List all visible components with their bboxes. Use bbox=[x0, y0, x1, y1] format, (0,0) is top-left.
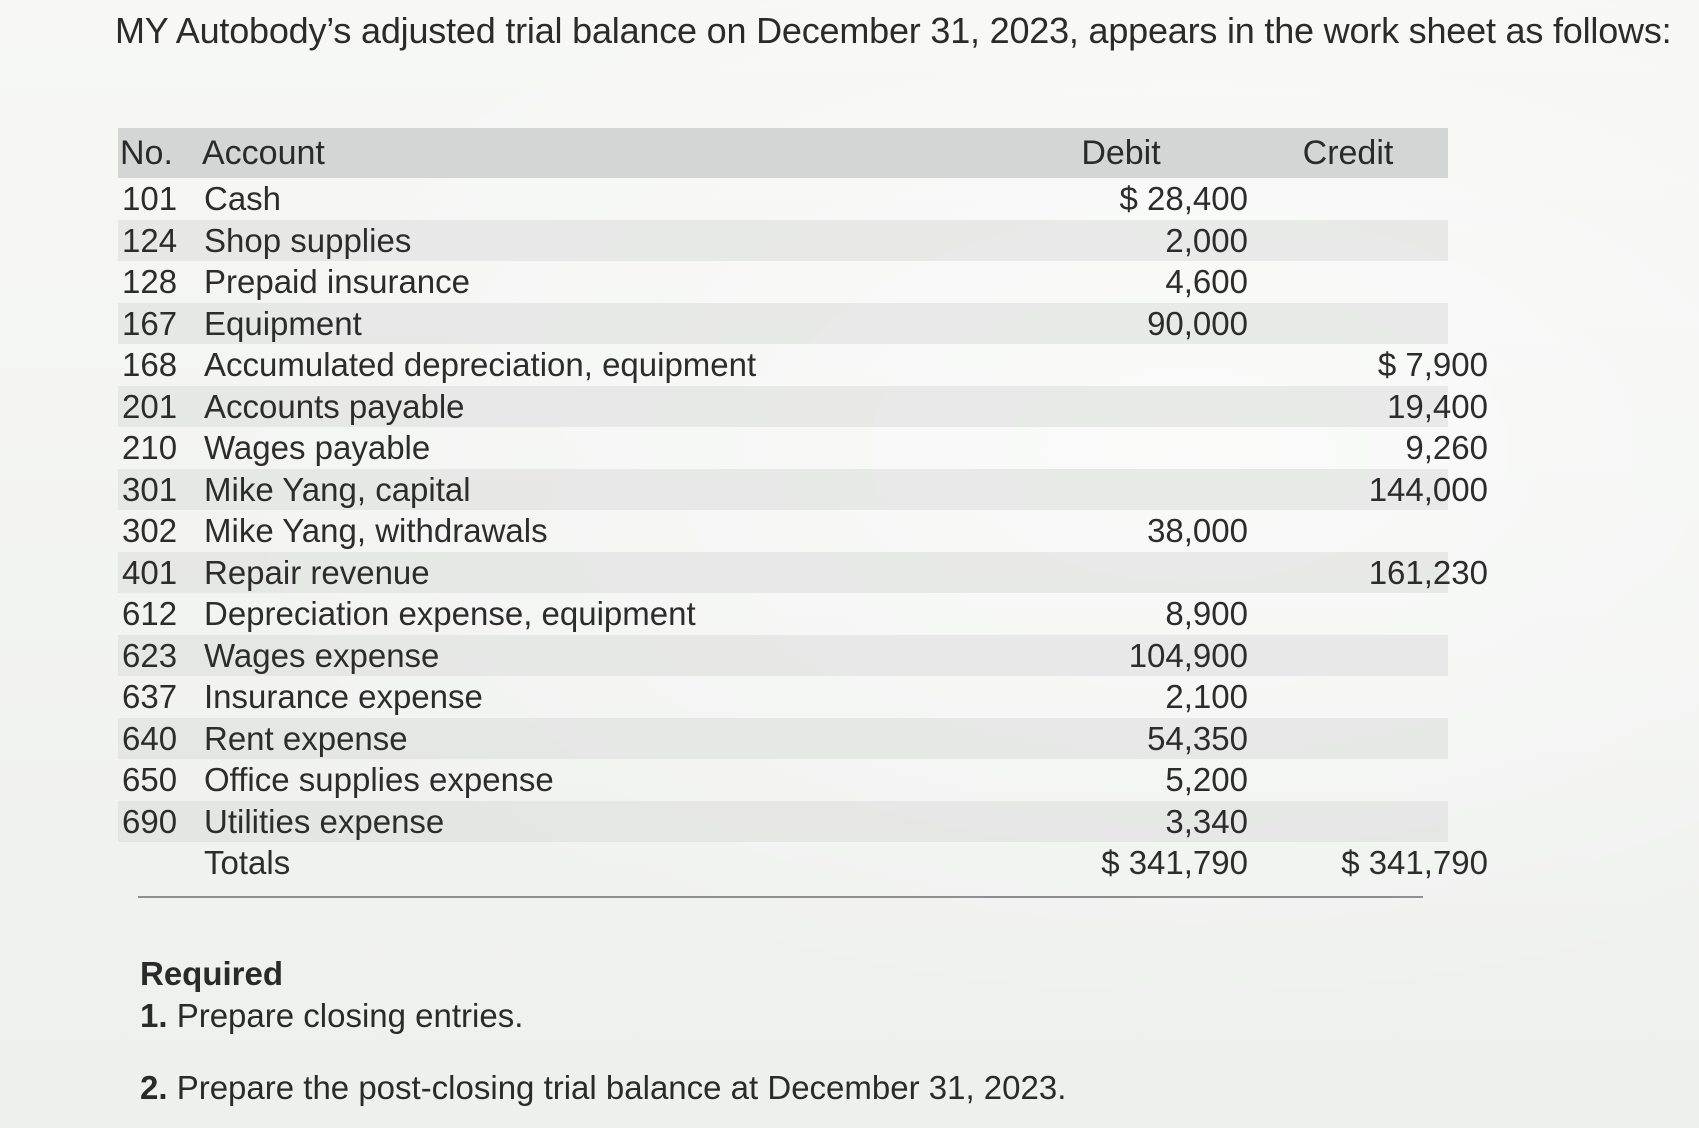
header-account: Account bbox=[202, 134, 325, 172]
totals-credit: $ 341,790 bbox=[1341, 844, 1488, 881]
account-name: Accumulated depreciation, equipment bbox=[204, 346, 757, 383]
header-credit: Credit bbox=[1302, 134, 1394, 172]
debit-amount: 5,200 bbox=[1165, 761, 1248, 798]
table-row bbox=[118, 801, 1448, 843]
debit-amount: 38,000 bbox=[1147, 512, 1248, 549]
debit-amount: 2,000 bbox=[1165, 221, 1248, 259]
totals-row bbox=[118, 842, 1488, 884]
table-row bbox=[118, 759, 1448, 801]
account-name: Cash bbox=[204, 180, 282, 217]
table-row bbox=[118, 718, 1448, 760]
account-number: 201 bbox=[122, 387, 178, 425]
account-name: Depreciation expense, equipment bbox=[204, 595, 696, 632]
debit-amount: 8,900 bbox=[1165, 595, 1248, 632]
table-row bbox=[118, 552, 1488, 594]
debit-amount: 3,340 bbox=[1165, 802, 1248, 840]
account-name: Mike Yang, withdrawals bbox=[204, 512, 548, 549]
required-item-number: 1. bbox=[140, 997, 168, 1034]
totals-label: Totals bbox=[204, 844, 291, 881]
debit-amount: 90,000 bbox=[1147, 304, 1248, 342]
table-row bbox=[118, 593, 1448, 635]
totals-debit: $ 341,790 bbox=[1101, 844, 1248, 881]
table-row bbox=[118, 510, 1448, 552]
required-item-number: 2. bbox=[140, 1069, 168, 1106]
header-no: No. bbox=[120, 134, 173, 172]
account-name: Office supplies expense bbox=[204, 761, 554, 798]
credit-amount: 161,230 bbox=[1368, 553, 1488, 591]
credit-amount: 19,400 bbox=[1387, 387, 1488, 425]
required-item-1 bbox=[140, 997, 1066, 1035]
table-row bbox=[118, 676, 1448, 718]
table-row bbox=[118, 386, 1488, 428]
account-number: 690 bbox=[122, 802, 178, 840]
account-number: 623 bbox=[122, 636, 178, 674]
account-name: Rent expense bbox=[204, 719, 408, 757]
debit-amount: 4,600 bbox=[1165, 263, 1248, 300]
debit-amount: $ 28,400 bbox=[1119, 180, 1248, 217]
debit-amount: 104,900 bbox=[1128, 636, 1248, 674]
account-number: 302 bbox=[122, 512, 178, 549]
table-row bbox=[118, 635, 1448, 677]
table-bottom-rule bbox=[138, 896, 1423, 898]
required-item-2 bbox=[140, 1069, 1066, 1107]
account-number: 128 bbox=[122, 263, 178, 300]
account-number: 301 bbox=[122, 470, 178, 508]
account-name: Mike Yang, capital bbox=[204, 470, 471, 508]
required-section bbox=[140, 955, 1066, 1107]
debit-amount: 54,350 bbox=[1147, 719, 1248, 757]
table-row bbox=[118, 178, 1448, 220]
header-debit: Debit bbox=[1081, 134, 1161, 172]
account-name: Utilities expense bbox=[204, 802, 445, 840]
account-number: 101 bbox=[122, 180, 178, 217]
account-name: Wages expense bbox=[204, 636, 440, 674]
required-item-text: Prepare closing entries. bbox=[176, 997, 524, 1034]
account-number: 167 bbox=[122, 304, 178, 342]
account-name: Wages payable bbox=[204, 429, 431, 466]
credit-amount: 9,260 bbox=[1405, 429, 1488, 466]
debit-amount: 2,100 bbox=[1165, 678, 1248, 715]
credit-amount: 144,000 bbox=[1368, 470, 1488, 508]
account-number: 612 bbox=[122, 595, 178, 632]
table-row bbox=[118, 220, 1448, 262]
account-name: Insurance expense bbox=[204, 678, 483, 715]
credit-amount: $ 7,900 bbox=[1377, 346, 1488, 383]
table-row bbox=[118, 469, 1488, 511]
account-name: Equipment bbox=[204, 304, 362, 342]
account-number: 401 bbox=[122, 553, 178, 591]
account-number: 210 bbox=[122, 429, 178, 466]
table-header bbox=[118, 128, 1448, 178]
table-row bbox=[118, 427, 1488, 469]
account-number: 124 bbox=[122, 221, 178, 259]
intro-text: MY Autobody’s adjusted trial balance on December 31, 2023, appears in the work sheet as follows: bbox=[115, 10, 1672, 51]
table-row bbox=[118, 261, 1448, 303]
account-name: Repair revenue bbox=[204, 553, 430, 591]
table-row bbox=[118, 303, 1448, 345]
table-row bbox=[118, 344, 1488, 386]
account-number: 650 bbox=[122, 761, 178, 798]
trial-balance-table bbox=[118, 128, 1488, 884]
account-name: Shop supplies bbox=[204, 221, 412, 259]
account-number: 640 bbox=[122, 719, 178, 757]
required-item-text: Prepare the post-closing trial balance at December 31, 2023. bbox=[176, 1069, 1067, 1106]
required-title: Required bbox=[140, 955, 284, 992]
account-number: 637 bbox=[122, 678, 178, 715]
account-name: Accounts payable bbox=[204, 387, 465, 425]
account-name: Prepaid insurance bbox=[204, 263, 470, 300]
account-number: 168 bbox=[122, 346, 178, 383]
